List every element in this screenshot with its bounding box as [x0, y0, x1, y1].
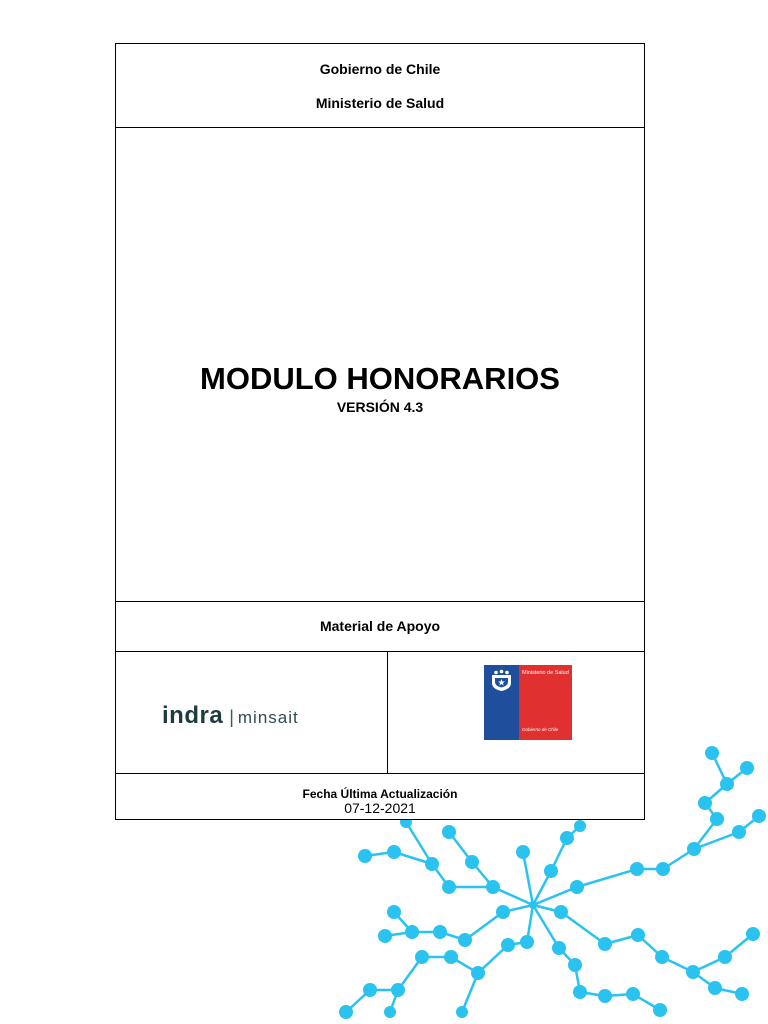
logos-section — [116, 652, 644, 774]
indra-logo-cell — [116, 652, 388, 773]
footer-section — [116, 774, 644, 820]
logo-ministry-text: Ministerio de Salud — [522, 670, 569, 676]
ministry-logo-cell — [388, 652, 644, 773]
chile-crest-icon — [489, 669, 514, 693]
indra-minsait-logo — [162, 702, 299, 730]
last-update-date: 07-12-2021 — [344, 800, 416, 816]
logo-separator: | — [229, 707, 234, 727]
minsait-wordmark: minsait — [237, 708, 299, 727]
last-update-label: Fecha Última Actualización — [302, 787, 458, 801]
title-section — [116, 128, 644, 602]
document-version: VERSIÓN 4.3 — [336, 399, 424, 415]
indra-wordmark: indra — [162, 702, 224, 729]
ministerio-salud-logo — [484, 665, 572, 740]
support-section — [116, 602, 644, 652]
header-section — [116, 44, 644, 128]
government-name: Gobierno de Chile — [319, 61, 441, 77]
support-material-label: Material de Apoyo — [319, 618, 441, 634]
ministry-name: Ministerio de Salud — [315, 95, 445, 111]
logo-government-text: Gobierno de Chile — [522, 727, 559, 732]
cover-page-table — [115, 43, 645, 820]
document-title: MODULO HONORARIOS — [200, 361, 560, 396]
